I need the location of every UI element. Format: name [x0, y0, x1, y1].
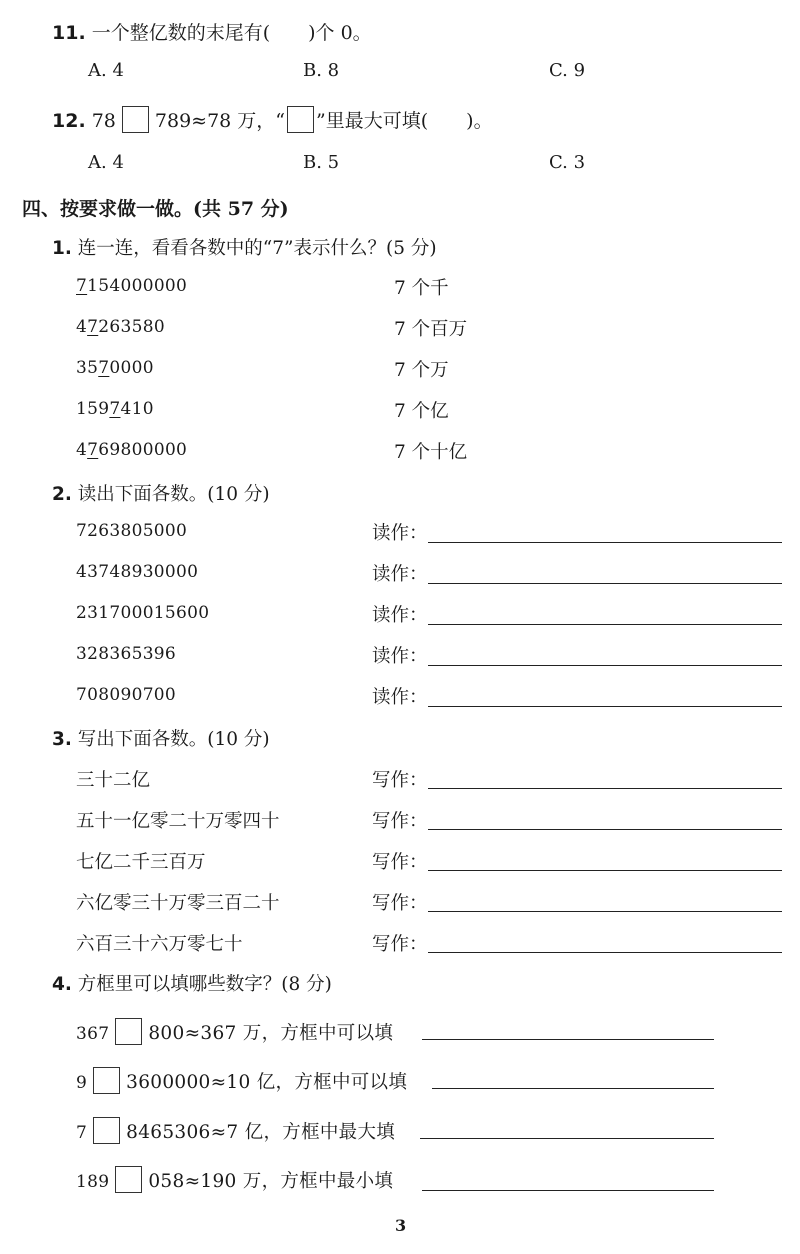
fill-answer-line[interactable] [420, 1138, 714, 1139]
fill-answer-line[interactable] [422, 1190, 714, 1191]
read-label: 读作： [372, 564, 428, 585]
read-label: 读作： [372, 687, 428, 708]
question-12-suffix: ”里最大可填( )。 [316, 110, 493, 132]
write-answer-line[interactable] [428, 788, 782, 789]
q12-option-a[interactable]: A. 4 [88, 152, 124, 173]
match-number-4[interactable]: 1597410 [76, 399, 154, 419]
write-answer-line[interactable] [428, 911, 782, 912]
write-label: 写作： [372, 811, 428, 832]
digit-box[interactable] [115, 1018, 142, 1045]
read-label: 读作： [372, 605, 428, 626]
match-meaning-4[interactable]: 7 个亿 [394, 401, 449, 422]
read-number-1: 7263805000 [76, 521, 188, 541]
read-answer-line[interactable] [428, 665, 782, 666]
write-words-4: 六亿零三十万零三百二十 [76, 893, 280, 914]
part-4-text: 方框里可以填哪些数字？(8 分) [77, 974, 332, 995]
q12-option-b[interactable]: B. 5 [303, 152, 340, 173]
write-words-1: 三十二亿 [76, 770, 151, 791]
write-words-5: 六百三十六万零七十 [76, 934, 243, 955]
section-4-title: 四、按要求做一做。(共 57 分) [22, 198, 289, 220]
underlined-digit: 7 [87, 440, 99, 460]
match-meaning-2[interactable]: 7 个百万 [394, 319, 468, 340]
read-label: 读作： [372, 646, 428, 667]
fill-answer-line[interactable] [432, 1088, 714, 1089]
write-answer-line[interactable] [428, 952, 782, 953]
read-answer-line[interactable] [428, 583, 782, 584]
part-3-number: 3. [52, 729, 72, 750]
write-answer-line[interactable] [428, 870, 782, 871]
underlined-digit: 7 [98, 358, 110, 378]
digit-box[interactable] [93, 1067, 120, 1094]
question-11-text: 一个整亿数的末尾有( )个 0。 [91, 22, 372, 44]
part-3-title [52, 725, 270, 751]
write-words-3: 七亿二千三百万 [76, 852, 206, 873]
part-2-text: 读出下面各数。(10 分) [77, 484, 270, 505]
write-label: 写作： [372, 893, 428, 914]
underlined-digit: 7 [76, 276, 88, 296]
fill-answer-line[interactable] [422, 1039, 714, 1040]
part-1-text: 连一连，看看各数中的“7”表示什么？(5 分) [77, 238, 437, 259]
read-label: 读作： [372, 523, 428, 544]
match-meaning-5[interactable]: 7 个十亿 [394, 442, 468, 463]
match-meaning-3[interactable]: 7 个万 [394, 360, 449, 381]
question-11-number: 11. [52, 22, 86, 44]
digit-box[interactable] [93, 1117, 120, 1144]
q12-option-c[interactable]: C. 3 [549, 152, 586, 173]
read-answer-line[interactable] [428, 542, 782, 543]
read-number-4: 328365396 [76, 644, 177, 664]
match-number-1[interactable]: 7154000000 [76, 276, 188, 296]
write-label: 写作： [372, 852, 428, 873]
digit-box[interactable] [115, 1166, 142, 1193]
write-words-2: 五十一亿零二十万零四十 [76, 811, 280, 832]
read-number-2: 43748930000 [76, 562, 199, 582]
question-12-mid: 789≈78 万，“ [154, 110, 286, 132]
part-3-text: 写出下面各数。(10 分) [77, 729, 270, 750]
part-2-number: 2. [52, 484, 72, 505]
part-1-title [52, 234, 437, 260]
answer-box-reference [287, 106, 314, 133]
match-number-5[interactable]: 4769800000 [76, 440, 188, 460]
question-11 [52, 18, 372, 45]
q11-option-c[interactable]: C. 9 [549, 60, 586, 81]
part-4-title [52, 970, 332, 996]
part-1-number: 1. [52, 238, 72, 259]
fill-row-3: 7 8465306≈7 亿，方框中最大填 [76, 1117, 395, 1144]
match-number-2[interactable]: 47263580 [76, 317, 165, 337]
page-number: 3 [395, 1216, 407, 1235]
q11-option-b[interactable]: B. 8 [303, 60, 340, 81]
match-number-3[interactable]: 3570000 [76, 358, 154, 378]
fill-row-2: 9 3600000≈10 亿，方框中可以填 [76, 1067, 407, 1094]
underlined-digit: 7 [109, 399, 121, 419]
part-4-number: 4. [52, 974, 72, 995]
read-answer-line[interactable] [428, 624, 782, 625]
write-label: 写作： [372, 934, 428, 955]
part-2-title [52, 480, 270, 506]
underlined-digit: 7 [87, 317, 99, 337]
match-meaning-1[interactable]: 7 个千 [394, 278, 449, 299]
question-12 [52, 106, 493, 133]
answer-box[interactable] [122, 106, 149, 133]
q11-option-a[interactable]: A. 4 [88, 60, 124, 81]
read-number-5: 708090700 [76, 685, 177, 705]
read-answer-line[interactable] [428, 706, 782, 707]
read-number-3: 231700015600 [76, 603, 210, 623]
fill-row-1: 367 800≈367 万，方框中可以填 [76, 1018, 393, 1045]
question-12-prefix: 78 [91, 110, 116, 132]
write-answer-line[interactable] [428, 829, 782, 830]
write-label: 写作： [372, 770, 428, 791]
fill-row-4: 189 058≈190 万，方框中最小填 [76, 1166, 393, 1193]
question-12-number: 12. [52, 110, 86, 132]
